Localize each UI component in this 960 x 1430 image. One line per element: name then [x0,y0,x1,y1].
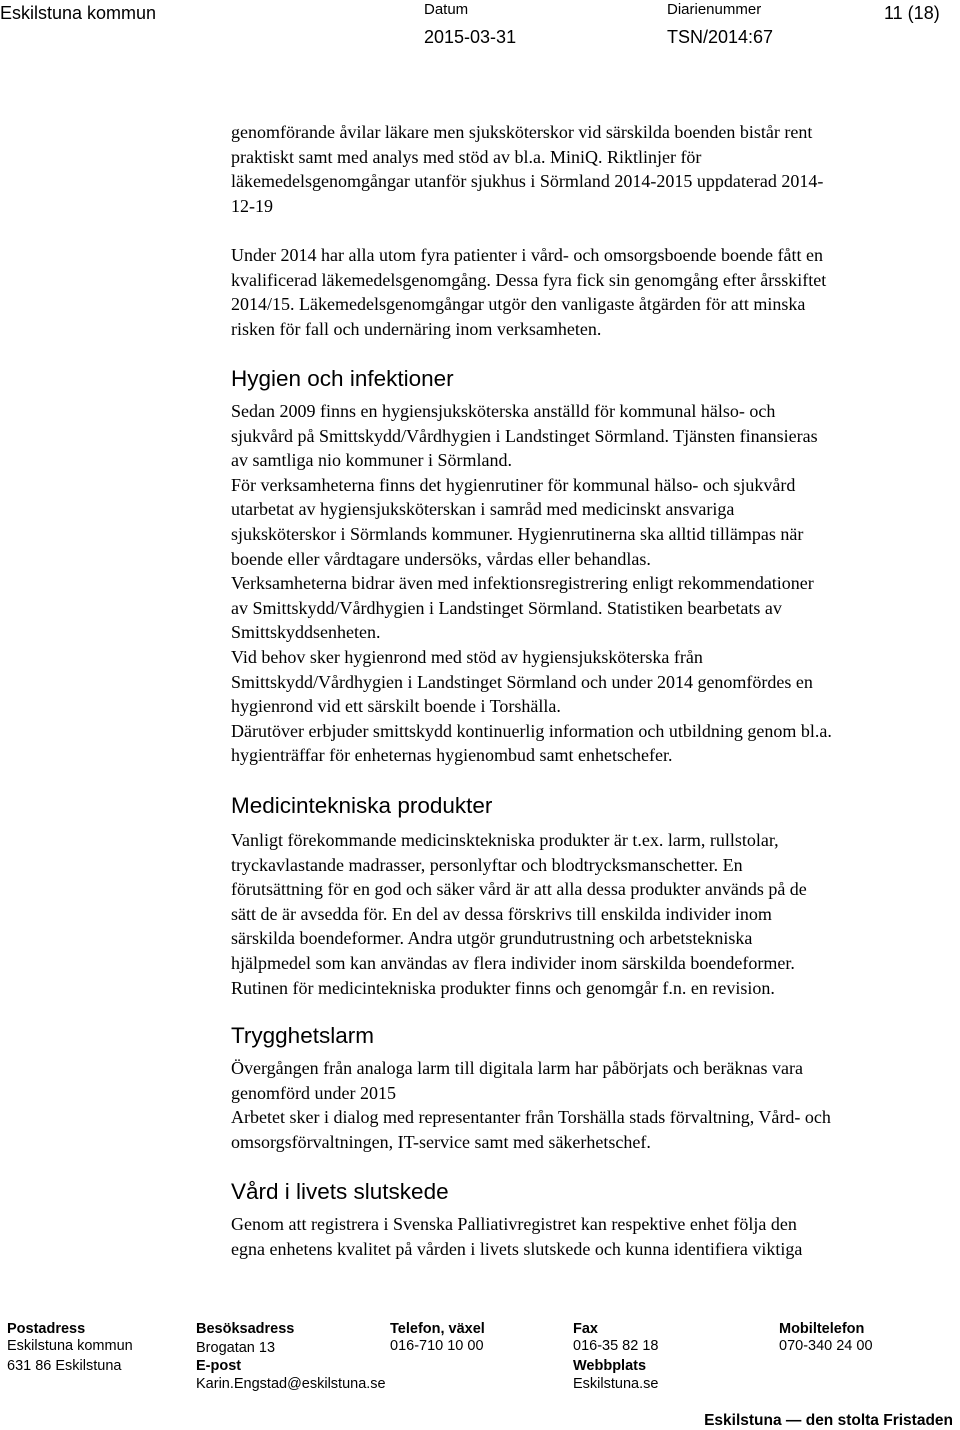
footer-telefon-value: 016-710 10 00 [390,1338,484,1354]
footer-besoksadress-value: Brogatan 13 [196,1340,276,1356]
footer-postadress-label: Postadress [7,1321,86,1337]
paragraph-medicintekniska: Vanligt förekommande medicinsktekniska produkter är t.ex. larm, rullstolar, tryckavlastande madrasser, personlyftar och blodtrycksmanschetter. En förutsättning för en god och säker vård är att alla dessa produkter används på de sätt de är avsedda för. En del av dessa förskrivs till enskilda individer inom särskilda boendeformer. Andra utgör grundutrustning och arbetstekniska hjälpmedel som kan användas av flera individer inom särskilda boendeformer. Rutinen för medicintekniska produkter finns och genomgår f.n. en revision. [231,830,807,998]
paragraph-intro: genomförande åvilar läkare men sjuksköterskor vid särskilda boenden bistår rent praktiskt samt med analys med stöd av bl.a. MiniQ. Riktlinjer för läkemedelsgenomgångar utanför sjukhus i Sörmland 2014-2015 uppdaterad 2014- 12-19 [231,122,824,216]
footer-telefon-label: Telefon, växel [390,1321,485,1337]
footer-fax-label: Fax [573,1321,598,1337]
footer-fax-value: 016-35 82 18 [573,1338,659,1354]
footer-besoksadress-label: Besöksadress [196,1321,295,1337]
header-dnr-value: TSN/2014:67 [667,27,774,47]
footer-mobil-value: 070-340 24 00 [779,1338,873,1354]
paragraph-vard-livets-slutskede: Genom att registrera i Svenska Palliativregistret kan respektive enhet följa den egna enhetens kvalitet på vården i livets slutskede och kunna identifiera viktiga [231,1214,803,1259]
footer-webbplats-value[interactable]: Eskilstuna.se [573,1376,659,1392]
heading-trygghetslarm: Trygghetslarm [231,1023,374,1048]
paragraph-2014: Under 2014 har alla utom fyra patienter i vård- och omsorgsboende boende fått en kvalificerad läkemedelsgenomgång. Dessa fyra fick sin genomgång efter årsskiftet 2014/15. Läkemedelsgenomgångar utgör den vanligaste åtgärden för att minska risken för fall och undernäring inom verksamheten. [231,245,827,339]
paragraph-trygghetslarm: Övergången från analoga larm till digitala larm har påbörjats och beräknas vara genomförd under 2015 Arbetet sker i dialog med representanter från Torshälla stads förvaltning, Vård- och omsorgsförvaltningen, IT-service samt med säkerhetschef. [231,1058,831,1152]
footer-mobil-label: Mobiltelefon [779,1321,865,1337]
header-date-value: 2015-03-31 [424,27,517,47]
heading-vard-livets-slutskede: Vård i livets slutskede [231,1179,449,1204]
footer-webbplats-label: Webbplats [573,1358,647,1374]
footer-epost-label: E-post [196,1358,242,1374]
footer-postadress-line1: Eskilstuna kommun [7,1338,133,1354]
heading-hygien: Hygien och infektioner [231,366,454,391]
header-dnr-label: Diarienummer [667,1,762,18]
header-date-label: Datum [424,1,469,18]
paragraph-hygien: Sedan 2009 finns en hygiensjuksköterska anställd för kommunal hälso- och sjukvård på Smittskydd/Vårdhygien i Landstinget Sörmland. Tjänsten finansieras av samtliga nio kommuner i Sörmland. För verksamheterna finns det hygienrutiner för kommunal hälso- och sjukvård utarbetat av hygiensjuksköterskan i samråd med medicinskt ansvariga sjuksköterskor i Sörmlands kommuner. Hygienrutinerna ska alltid tillämpas när boende eller vårdtagare undersöks, vårdas eller behandlas. Verksamheterna bidrar även med infektionsregistrering enligt rekommendationer av Smittskydd/Vårdhygien i Landstinget Sörmland. Statistiken bearbetats av Smittskyddsenheten. Vid behov sker hygienrond med stöd av hygiensjuksköterska från Smittskydd/Vårdhygien i Landstinget Sörmland och under 2014 genomfördes en hygienrond vid ett särskilt boende i Torshälla. Därutöver erbjuder smittskydd kontinuerlig information och utbildning genom bl.a. hygienträffar för enheternas hygienombud samt enhetschefer. [231,401,832,766]
footer-postadress-line2: 631 86 Eskilstuna [7,1358,122,1374]
heading-medicintekniska: Medicintekniska produkter [231,793,493,818]
footer-slogan: Eskilstuna — den stolta Fristaden [704,1412,953,1429]
footer-epost-value[interactable]: Karin.Engstad@eskilstuna.se [196,1376,386,1392]
header-org: Eskilstuna kommun [0,3,157,23]
header-page-number: 11 (18) [884,3,940,23]
